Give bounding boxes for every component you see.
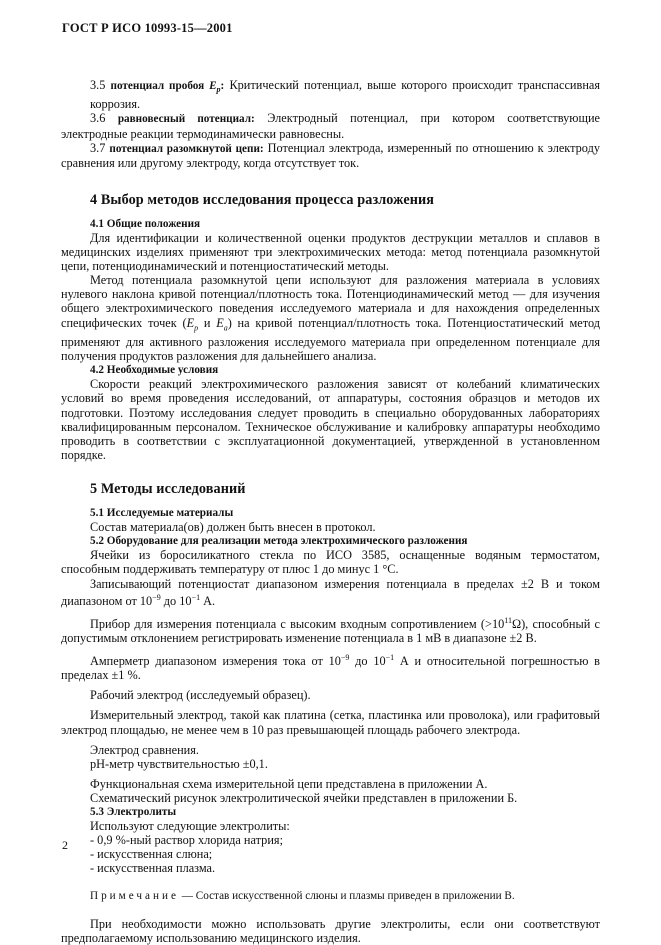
paragraph-5-2-7: Электрод сравнения. (90, 742, 199, 757)
definition-3-7 (61, 141, 600, 170)
paragraph-5-2-1: Ячейки из боросиликатного стекла по ИСО 3585, оснащенные водяным термостатом, способным поддерживать температуру от плюс 1 до минус 1 °С. (61, 548, 600, 577)
section-4-title: 4 Выбор методов исследования процесса разложения (90, 191, 435, 208)
term: равновесный потенциал: (117, 113, 255, 126)
paragraph-5-3-intro: Используют следующие электролиты: (90, 819, 290, 834)
definition-3-6 (61, 111, 600, 140)
paragraph-5-2-5: Рабочий электрод (исследуемый образец). (90, 688, 311, 703)
paragraph-5-2-3: Прибор для измерения потенциала с высоким входным сопротивлением $(>10^{11}\Omega)$, способный с допустимым отклонением регистрировать изменение потенциала в 1 мВ в диапазоне ±2 В. (61, 615, 600, 645)
list-item: - искусственная слюна; (90, 847, 213, 862)
subsection-5-3-title: 5.3 Электролиты (90, 806, 177, 818)
paragraph-4-1-1: Для идентификации и количественной оценки продуктов деструкции металлов и сплавов в медицинских изделиях применяют три электрохимических метода: метод потенциала разомкнутой цепи, потенциодинамический и потенциостатический методы. (61, 230, 600, 274)
note (90, 889, 600, 903)
page-number: 2 (62, 838, 68, 852)
paragraph-5-2-4: Амперметр диапазоном измерения тока от $10^{-9}$ до $10^{-1}$ А и относительной погрешностью в пределах ±1 %. (61, 653, 600, 683)
paragraph-5-2-9: Функциональная схема измерительной цепи представлена в приложении А. (90, 776, 488, 791)
list-item: - искусственная плазма. (90, 861, 216, 876)
definition-text: Потенциал электрода, измеренный по отношению к электроду сравнения или другому электроду, когда отсутствует ток. (61, 140, 600, 170)
paragraph-5-2-8: pH-метр чувствительностью ±0,1. (90, 756, 268, 771)
subsection-5-1-title: 5.1 Исследуемые материалы (90, 507, 234, 520)
paragraph-5-3-last: При необходимости можно использовать другие электролиты, если они соответствуют предполагаемому использованию медицинского изделия. (61, 916, 600, 945)
paragraph-5-2-10: Схематический рисунок электролитической ячейки представлен в приложении Б. (90, 790, 518, 805)
definition-text: Критический потенциал, выше которого происходит транспассивная коррозия. (90, 78, 601, 112)
page-content (61, 78, 601, 945)
clause-number: 3.6 (90, 111, 106, 126)
paragraph-5-2-6: Измерительный электрод, такой как платина (сетка, пластинка или проволока), или графитовый электрод площадью, не менее чем в 10 раз превышающей площадь рабочего электрода. (61, 708, 600, 737)
note-text: — Состав искусственной слюны и плазмы приведен в приложении В. (178, 890, 515, 903)
note-label: Примечание (90, 890, 179, 903)
definition-3-5 (90, 78, 600, 111)
clause-number: 3.7 (90, 140, 106, 155)
list-item: - 0,9 %-ный раствор хлорида натрия; (90, 833, 283, 848)
definition-text: Электродный потенциал, при котором соответствующие электродные реакции термодинамически равновесны. (61, 111, 601, 141)
subsection-4-1-title: 4.1 Общие положения (90, 217, 201, 230)
section-5-title: 5 Методы исследований (90, 480, 246, 497)
paragraph-4-1-2: Метод потенциала разомкнутой цепи используют для разложения материала в условиях нулевого наклона кривой потенциал/плотность тока. Потенциодинамический метод — для изучения общего электрохимического поведения исследуемого материала и для нахождения определенных специфических точек ($E_p$ и $E_a$) на кривой потенциал/плотность тока. Потенциостатический метод применяют для активного разложения исследуемого материала при определенном потенциале для получения продуктов разложения для дальнейшего анализа. (61, 273, 600, 364)
clause-number: 3.5 (90, 78, 106, 92)
paragraph-5-1-1: Состав материала(ов) должен быть внесен в протокол. (90, 520, 376, 535)
term: потенциал пробоя $E_p$: (110, 80, 225, 95)
paragraph-4-2-1: Скорости реакций электрохимического разложения зависят от колебаний климатических условий во время проведения исследований, от аппаратуры, состояния образцов и методов их подготовки. Поэтому исследования следует проводить в специально оборудованных лабораториях квалифицированным персоналом. Техническое обслуживание и калибровку аппаратуры необходимо проводить в соответствии с эксплуатационной документацией, утвержденной в установленном порядке. (61, 377, 600, 462)
document-header: ГОСТ Р ИСО 10993-15—2001 (62, 21, 233, 35)
paragraph-5-2-2: Записывающий потенциостат диапазоном измерения потенциала в пределах ±2 В и током диапазоном от $10^{-9}$ до $10^{-1}$ А. (61, 576, 600, 608)
subsection-5-2-title: 5.2 Оборудование для реализации метода электрохимического разложения (90, 535, 468, 548)
term: потенциал разомкнутой цепи: (109, 142, 264, 155)
subsection-4-2-title: 4.2 Необходимые условия (90, 364, 219, 377)
